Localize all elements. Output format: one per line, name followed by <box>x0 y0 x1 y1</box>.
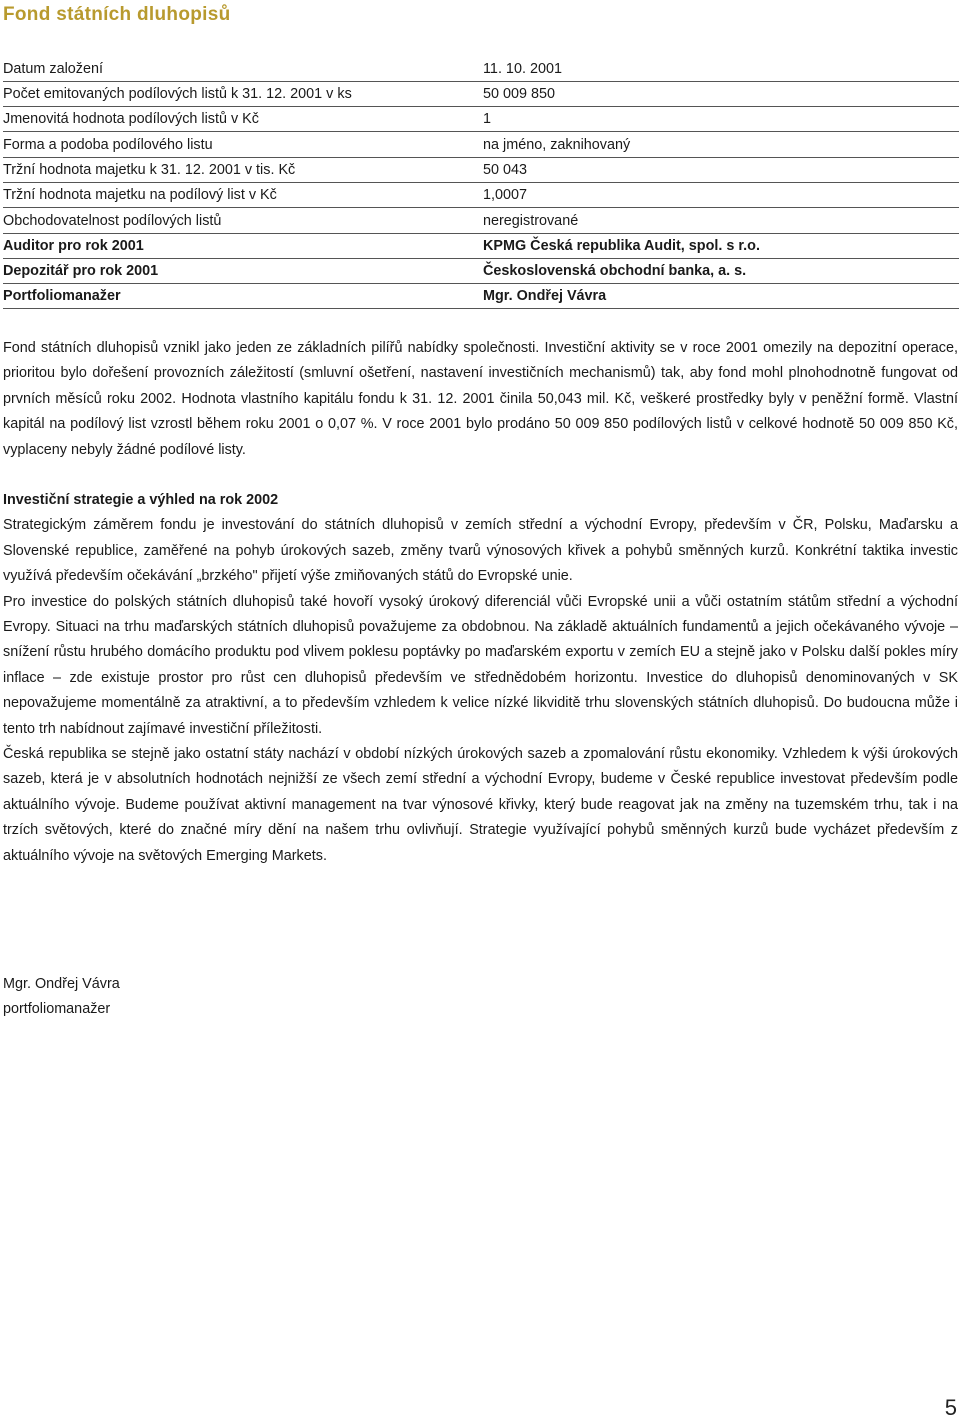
info-value: na jméno, zaknihovaný <box>483 136 631 153</box>
info-value: 1 <box>483 111 492 128</box>
strategy-paragraph: Pro investice do polských státních dluhopisů také hovoří vysoký úrokový diferenciál vůči Evropské unii a vůči ostatním státům střední a východní Evropy. Situaci na trhu maďarských státních dluhopisů považujeme za obdobnou. Na základě aktuálních fundamentů a jejich očekávaného vývoje – snížení růstu hrubého domácího produktu pod vlivem poklesu poptávky po maďarském exportu v zemích EU a stejně jako v Polsku další pokles míry inflace – zde existuje prostor pro růst cen dluhopisů především ve střednědobém horizontu. Investice do dluhopisů denominovaných v SK nepovažujeme momentálně za atraktivní, a to především vzhledem k velice nízké likviditě trhu slovenských státních dluhopisů. Do budoucna může i tento trh nabídnout zajímavé investiční příležitosti. <box>3 593 958 737</box>
info-key: Portfoliomanažer <box>3 288 121 305</box>
page-number: 5 <box>944 1395 957 1420</box>
info-key: Tržní hodnota majetku k 31. 12. 2001 v tis. Kč <box>3 161 296 178</box>
strategy-heading: Investiční strategie a výhled na rok 2002 <box>3 492 279 508</box>
signature-name: Mgr. Ondřej Vávra <box>3 976 120 992</box>
info-value: KPMG Česká republika Audit, spol. s r.o. <box>483 237 760 254</box>
info-value: neregistrované <box>483 212 579 229</box>
info-row-founding-date <box>3 56 959 81</box>
info-key: Auditor pro rok 2001 <box>3 237 144 254</box>
signature-block <box>3 972 120 1023</box>
info-row-depositary <box>3 258 959 283</box>
info-key: Depozitář pro rok 2001 <box>3 263 159 280</box>
strategy-section <box>3 488 958 869</box>
info-row-nominal-value <box>3 107 959 132</box>
info-row-auditor <box>3 233 959 258</box>
info-value: Mgr. Ondřej Vávra <box>483 288 607 305</box>
strategy-paragraph: Česká republika se stejně jako ostatní státy nachází v období nízkých úrokových sazeb a zpomalování růstu ekonomiky. Vzhledem k výši úrokových sazeb, která je v absolutních hodnotách nejnižší ze všech zemí střední a východní Evropy, budeme v České republice investovat především podle aktuálního vývoje. Budeme používat aktivní management na tvar výnosové křivky, který bude reagovat jak na změny na tuzemském trhu, tak i na trzích světových, které do značné míry dění na našem trhu ovlivňují. Strategie využívající pohybů směnných kurzů bude vycházet především z aktuálního vývoje na světových Emerging Markets. <box>3 746 958 864</box>
info-value: 50 009 850 <box>483 86 556 103</box>
intro-section <box>3 336 958 463</box>
info-key: Počet emitovaných podílových listů k 31. 12. 2001 v ks <box>3 86 352 103</box>
info-value: Československá obchodní banka, a. s. <box>483 263 747 280</box>
fund-info-table <box>3 56 959 309</box>
info-row-unit-form <box>3 132 959 157</box>
info-row-tradability <box>3 208 959 233</box>
strategy-paragraph: Strategickým záměrem fondu je investování do státních dluhopisů v zemích střední a východní Evropy, především v ČR, Polsku, Maďarsku a Slovenské republice, zaměřené na pohyb úrokových sazeb, změny tvarů výnosových křivek a pohybů směnných kurzů. Konkrétní taktika investic využívá především očekávání „brzkého" přijetí výše zmiňovaných států do Evropské unie. <box>3 517 958 585</box>
info-row-market-value <box>3 157 959 182</box>
info-key: Forma a podoba podílového listu <box>3 136 213 153</box>
info-key: Datum založení <box>3 60 103 77</box>
signature-role: portfoliomanažer <box>3 1001 111 1018</box>
intro-paragraph: Fond státních dluhopisů vznikl jako jeden ze základních pilířů nabídky společnosti. Investiční aktivity se v roce 2001 omezily na depozitní operace, prioritou bylo dořešení provozních záležitostí (smluvní ošetření, nastavení investičních mechanismů) tak, aby fond mohl plnohodnotně fungovat od prvních měsíců roku 2002. Hodnota vlastního kapitálu fondu k 31. 12. 2001 činila 50,043 mil. Kč, veškeré prostředky byly v peněžní formě. Vlastní kapitál na podílový list vzrostl během roku 2001 o 0,07 %. V roce 2001 bylo prodáno 50 009 850 podílových listů v celkové hodnotě 50 009 850 Kč, vyplaceny nebyly žádné podílové listy. <box>3 340 958 458</box>
info-key: Tržní hodnota majetku na podílový list v Kč <box>3 187 277 204</box>
info-row-value-per-unit <box>3 182 959 207</box>
info-key: Obchodovatelnost podílových listů <box>3 212 222 229</box>
document-title: Fond státních dluhopisů <box>3 4 231 25</box>
info-value: 50 043 <box>483 161 528 178</box>
info-row-units-issued <box>3 81 959 106</box>
info-key: Jmenovitá hodnota podílových listů v Kč <box>3 111 259 128</box>
info-row-portfolio-manager <box>3 284 959 309</box>
info-value: 1,0007 <box>483 187 528 204</box>
info-value: 11. 10. 2001 <box>483 60 562 77</box>
